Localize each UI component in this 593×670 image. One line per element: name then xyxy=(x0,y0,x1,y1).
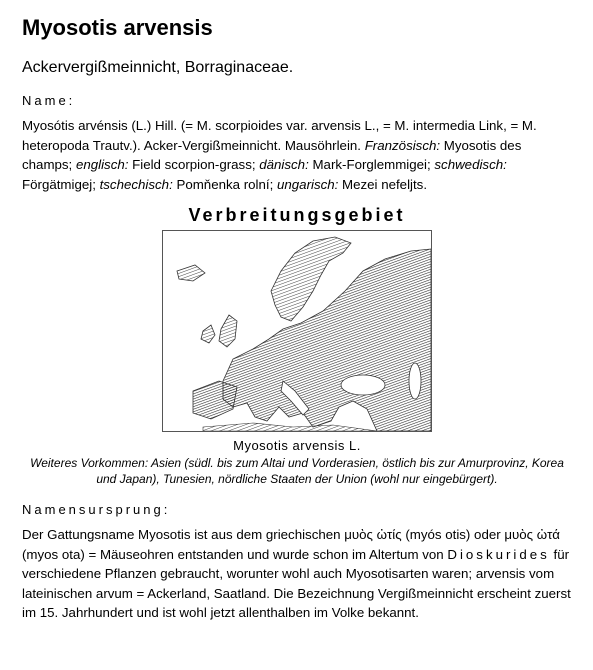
map-note: Weiteres Vorkommen: Asien (südl. bis zum Altai und Vorderasien, östlich bis zur Amurprovinz, Korea und Japan), Tunesien, nördliche Staaten der Union (wohl nur eingebürgert). xyxy=(30,456,564,486)
name-section-label: Name: xyxy=(22,93,76,108)
map-title: Verbreitungsgebiet xyxy=(188,205,406,225)
distribution-map-block xyxy=(22,204,572,487)
name-paragraph xyxy=(22,116,572,194)
origin-text-1: Der Gattungsname Myosotis ist aus dem griechischen μυὸς ὠτίς (myós otis) oder μυὸς ὠτά (myos ota) = Mäuseohren entstanden und wurde schon im Altertum von xyxy=(22,527,560,562)
lang-czech: tschechisch: xyxy=(99,176,173,192)
origin-text-2: für verschiedene Pflanzen gebraucht, worunter wohl auch Myosotisarten waren; arvensis vom lateinischen arvum = Ackerland, Saatland. Die Bezeichnung Vergißmeinnicht erscheint zuerst im 15. Jahrhundert und ist wohl jetzt allenthalben im Volke bekannt. xyxy=(22,546,571,620)
lang-french: Französisch: xyxy=(364,137,441,153)
name-text-6: Pomňenka rolní; xyxy=(172,176,277,192)
caspian-sea-shape xyxy=(409,363,421,399)
origin-section-label: Namensursprung: xyxy=(22,502,171,517)
origin-person: Dioskurides xyxy=(447,546,550,562)
page-title: Myosotis arvensis xyxy=(22,15,213,40)
name-text-3: Field scorpion-grass; xyxy=(128,157,260,172)
name-text-7: Mezei nefeljts. xyxy=(338,176,428,192)
lang-english: englisch: xyxy=(75,157,129,172)
europe-map-image xyxy=(163,231,431,431)
black-sea-shape xyxy=(341,375,385,395)
lang-hungarian: ungarisch: xyxy=(276,176,339,192)
name-text-5: Förgätmigej; xyxy=(22,176,100,192)
common-name-family: Ackervergißmeinnicht, Borraginaceae. xyxy=(22,59,294,76)
distribution-map xyxy=(162,230,432,432)
name-text-4: Mark-Forglemmigei; xyxy=(308,157,435,172)
lang-danish: dänisch: xyxy=(259,157,309,172)
lang-swedish: schwedisch: xyxy=(434,157,507,172)
map-caption: Myosotis arvensis L. xyxy=(233,438,361,453)
origin-paragraph xyxy=(22,525,572,623)
name-text-2: Myosotis des champs; xyxy=(22,137,522,172)
name-text-1: Myosótis arvénsis (L.) Hill. (= M. scorpioides var. arvensis L., = M. intermedia Link, = M. heteropoda Trautv.). Acker-Vergißmeinnicht. Mausöhrlein. xyxy=(22,118,537,153)
document-page xyxy=(22,14,572,623)
